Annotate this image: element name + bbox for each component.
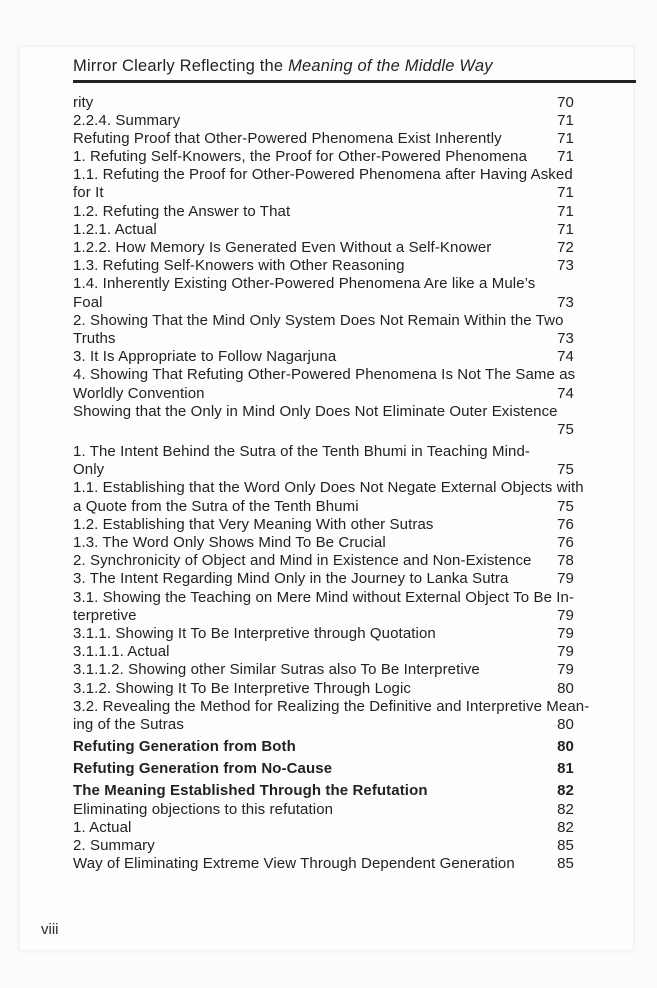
page (19, 46, 634, 951)
toc-entry-text: 1.3. Refuting Self-Knowers with Other Reasoning (73, 257, 405, 275)
toc-line (73, 312, 636, 330)
toc-entry-text: 3.1.2. Showing It To Be Interpretive Through Logic (73, 679, 411, 697)
toc-entry-text: 1.2. Establishing that Very Meaning With other Sutras (73, 515, 434, 533)
running-header-regular: Mirror Clearly Reflecting the (73, 57, 289, 75)
toc-page-number: 71 (557, 220, 574, 238)
toc-line (73, 782, 636, 800)
toc-entry-text: Foal (73, 293, 103, 311)
toc-line (73, 443, 636, 461)
toc-entry-text: 1.2.1. Actual (73, 220, 157, 238)
toc-line (73, 643, 636, 661)
toc-entry-text: 1.2. Refuting the Answer to That (73, 202, 291, 220)
page-number-folio: viii (41, 921, 59, 938)
toc-page-number: 72 (557, 239, 574, 256)
toc-page-number: 76 (557, 534, 574, 551)
toc-page-number: 75 (557, 420, 574, 438)
toc-line (73, 498, 636, 516)
toc-line (73, 130, 636, 148)
toc-page-number: 71 (557, 129, 574, 147)
toc-entry-text: 1. Refuting Self-Knowers, the Proof for Other-Powered Phenomena (73, 148, 528, 166)
toc-line (73, 461, 636, 479)
toc-page-number: 81 (557, 760, 574, 778)
toc-entry-text: 1.3. The Word Only Shows Mind To Be Crucial (73, 534, 386, 551)
toc-line (73, 589, 636, 607)
toc-line (73, 203, 636, 221)
toc-page-number: 79 (557, 570, 574, 588)
toc-line (73, 760, 636, 778)
toc-entry-text: 2. Showing That the Mind Only System Does Not Remain Within the Two (73, 311, 564, 329)
toc-entry-text: 3.1. Showing the Teaching on Mere Mind without External Object To Be In- (73, 588, 575, 606)
toc-entry-text: Refuting Generation from Both (73, 738, 296, 756)
toc-line (73, 112, 636, 130)
toc-page-number: 71 (557, 148, 574, 166)
toc-entry-text: a Quote from the Sutra of the Tenth Bhumi (73, 497, 359, 515)
page-content (73, 47, 636, 873)
toc-line (73, 257, 636, 275)
toc-entry-text: Eliminating objections to this refutation (73, 800, 334, 818)
toc-line (73, 348, 636, 366)
toc-line (73, 94, 636, 112)
toc-line (73, 516, 636, 534)
running-header-italic: Meaning of the Middle Way (288, 57, 493, 75)
toc-line (73, 698, 636, 716)
toc-page-number: 78 (557, 552, 574, 570)
toc-line (73, 403, 636, 421)
toc-page-number: 85 (557, 837, 574, 854)
toc-page-number: 73 (557, 329, 574, 347)
toc-line (73, 661, 636, 679)
toc-entry-text: The Meaning Established Through the Refutation (73, 782, 428, 800)
toc-line (73, 607, 636, 625)
toc-line (73, 366, 636, 384)
toc-page-number: 73 (557, 257, 574, 275)
toc-page-number: 71 (557, 202, 574, 220)
toc-page-number: 74 (557, 384, 574, 402)
toc-entry-text: 1. The Intent Behind the Sutra of the Tenth Bhumi in Teaching Mind- (73, 443, 530, 461)
toc-line (73, 479, 636, 497)
toc-entry-text: 1.2.2. How Memory Is Generated Even Without a Self-Knower (73, 239, 492, 256)
toc-page-number: 75 (557, 497, 574, 515)
toc-entry-text: 2. Synchronicity of Object and Mind in Existence and Non-Existence (73, 552, 532, 570)
header-rule (73, 80, 636, 83)
toc-page-number: 76 (557, 515, 574, 533)
toc-line (73, 570, 636, 588)
toc-line (73, 680, 636, 698)
running-header (73, 56, 636, 76)
toc-line (73, 275, 636, 293)
toc-page-number: 82 (557, 782, 574, 800)
toc-page-number: 79 (557, 643, 574, 661)
toc-line (73, 421, 636, 439)
toc-line (73, 855, 636, 873)
toc-page-number: 73 (557, 293, 574, 311)
toc-entry-text: Showing that the Only in Mind Only Does Not Eliminate Outer Existence (73, 402, 558, 420)
toc-entry-text: 2.2.4. Summary (73, 111, 181, 129)
toc-page-number: 80 (557, 715, 574, 733)
toc-line (73, 534, 636, 552)
toc-line (73, 166, 636, 184)
toc-entry-text: for It (73, 184, 104, 202)
toc-line (73, 801, 636, 819)
toc-entry-text: terpretive (73, 606, 137, 624)
toc-line (73, 385, 636, 403)
toc-line (73, 148, 636, 166)
toc-line (73, 294, 636, 312)
toc-entry-text: Refuting Proof that Other-Powered Phenomena Exist Inherently (73, 129, 502, 147)
toc-line (73, 221, 636, 239)
toc-entry-text: 4. Showing That Refuting Other-Powered Phenomena Is Not The Same as (73, 366, 576, 384)
toc-entry-text: Only (73, 461, 105, 479)
toc-page-number: 80 (557, 738, 574, 756)
toc-page-number: 80 (557, 679, 574, 697)
toc-entry-text: 1. Actual (73, 818, 132, 836)
toc-entry-text: 3.1.1.1. Actual (73, 643, 170, 661)
toc-line (73, 837, 636, 855)
toc-line (73, 716, 636, 734)
toc-entry-text: 2. Summary (73, 837, 155, 854)
toc-entry-text: rity (73, 93, 94, 111)
toc-line (73, 625, 636, 643)
toc-entry-text: Truths (73, 329, 116, 347)
toc-page-number: 74 (557, 348, 574, 366)
toc-page-number: 79 (557, 606, 574, 624)
toc-line (73, 239, 636, 257)
toc-line (73, 330, 636, 348)
toc-page-number: 71 (557, 111, 574, 129)
toc-entry-text: 1.1. Establishing that the Word Only Does Not Negate External Objects with (73, 479, 584, 497)
toc-entry-text: Way of Eliminating Extreme View Through Dependent Generation (73, 855, 515, 873)
toc-page-number: 82 (557, 800, 574, 818)
toc-line (73, 819, 636, 837)
toc-line (73, 184, 636, 202)
toc-entry-text: 3.2. Revealing the Method for Realizing the Definitive and Interpretive Mean- (73, 697, 590, 715)
toc-entry-text: ing of the Sutras (73, 715, 184, 733)
toc-page-number: 70 (557, 93, 574, 111)
toc-entry-text: Worldly Convention (73, 384, 205, 402)
toc-entry-text: 3. It Is Appropriate to Follow Nagarjuna (73, 348, 337, 366)
toc-page-number: 71 (557, 184, 574, 202)
toc-entry-text: 3.1.1.2. Showing other Similar Sutras also To Be Interpretive (73, 661, 480, 679)
toc-entry-text: 1.1. Refuting the Proof for Other-Powered Phenomena after Having Asked (73, 166, 573, 184)
toc-page-number: 82 (557, 818, 574, 836)
toc-entry-text: 3. The Intent Regarding Mind Only in the Journey to Lanka Sutra (73, 570, 509, 588)
toc-page-number: 75 (557, 461, 574, 479)
toc-page-number: 79 (557, 661, 574, 679)
toc-line (73, 552, 636, 570)
toc-page-number: 79 (557, 624, 574, 642)
toc-entry-text: 1.4. Inherently Existing Other-Powered Phenomena Are like a Mule’s (73, 275, 536, 293)
table-of-contents (73, 94, 636, 874)
toc-line (73, 738, 636, 756)
toc-page-number: 85 (557, 855, 574, 873)
toc-entry-text: Refuting Generation from No-Cause (73, 760, 333, 778)
toc-entry-text: 3.1.1. Showing It To Be Interpretive through Quotation (73, 624, 436, 642)
